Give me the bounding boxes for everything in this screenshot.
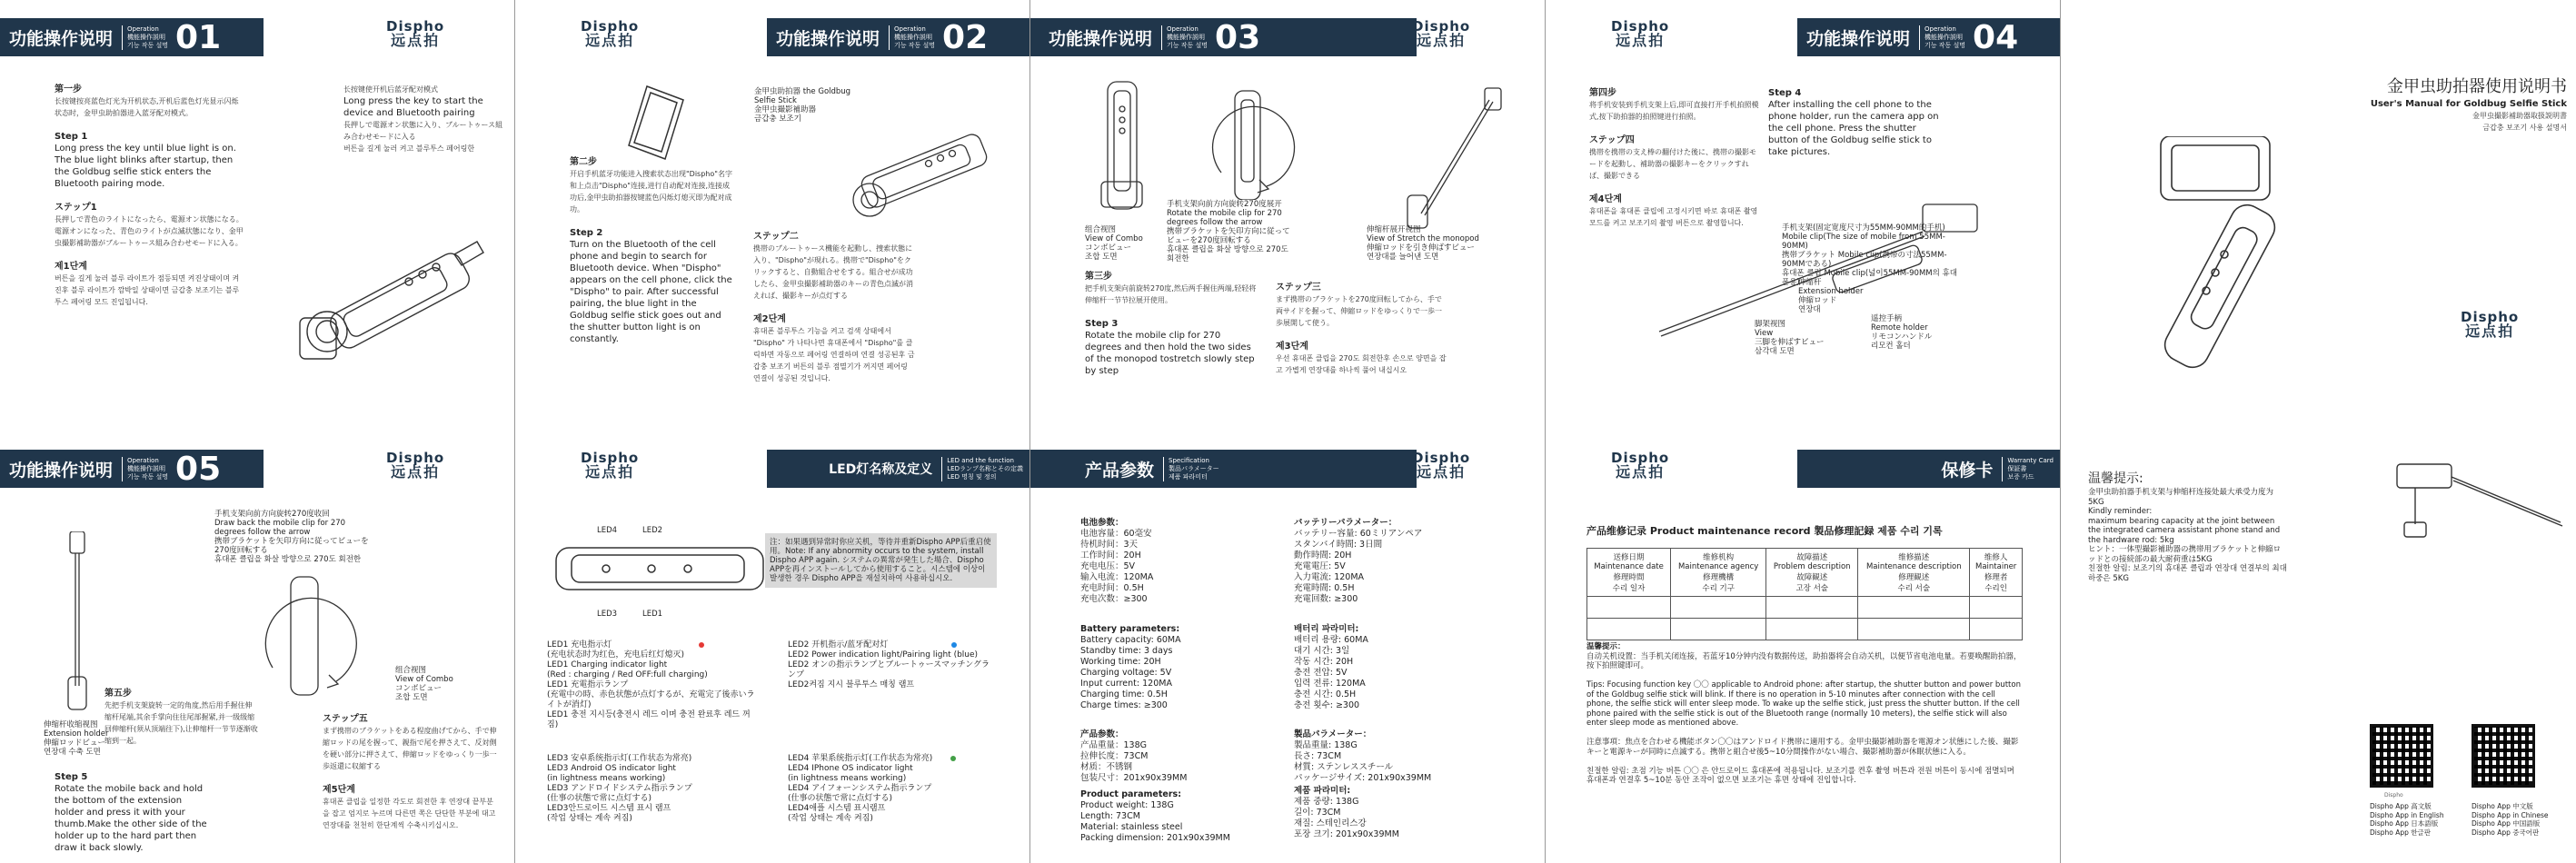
maintenance-record-table [1586, 548, 2023, 640]
step-2-text: 第二步 开启手机蓝牙功能进入搜索状态出现"Dispho"名字和上点击"Dispho"连接,进行自动配对连接,连接成功后,金甲虫助拍器按键蓝色闪烁灯熄灭即为配对成功。 Step 2 Turn on the Bluetooth of the cell phone and begin to search for Bluetooth device. When "Dispho" appears on the cell phone, click the "Dispho" to pair. After successful pairing, the blue light in the Goldbug selfie stick goes out and the shutter button light is on constantly. [570, 157, 732, 344]
rotate-back-illustration [236, 568, 382, 704]
qr-code-chinese[interactable] [2472, 724, 2535, 788]
page-number: 05 [175, 450, 222, 488]
extension-caption: 伸缩杆收缩视图 Extension holder 伸縮ロッドビュー 연장대 수축 도면 [44, 720, 109, 757]
selfie-stick-illustration [842, 109, 1006, 227]
section-header [0, 18, 264, 56]
section-header: 保修卡 Warranty Card 保証書 보증 카드 [1797, 450, 2061, 488]
page-number: 04 [1973, 18, 2019, 56]
brand-logo: Dispho 远点拍 [1412, 450, 1471, 481]
panel-06-led [515, 432, 1030, 863]
panel-02 [515, 0, 1030, 432]
product-params-cn: 产品参数： 产品重量：138G 拉伸长度：73CM 材质：不锈钢 包装尺寸：201x90x39MM [1080, 729, 1188, 783]
panel-05 [0, 432, 515, 863]
brand-logo: Dispho 远点拍 [581, 450, 640, 481]
table-header-cell: 维修人 Maintainer 修理者 수리인 [1970, 549, 2023, 597]
section-header: 功能操作说明 Operation 機能操作説明 기능 작동 설명 03 [1030, 18, 1417, 56]
step-4-text-en: Step 4 After installing the cell phone to the phone holder, run the camera app on the cell phone. Press the shutter button of the Goldbug selfie stick to take pictures. [1768, 88, 1939, 157]
goldbug-label: 金甲虫助拍器 the Goldbug Selfie Stick 金甲虫撮影補助器 금갑충 보조기 [754, 87, 851, 124]
table-header-cell: 维修描述 Maintenance description 修理観述 수리 서술 [1858, 549, 1970, 597]
section-header: 功能操作说明 Operation 機能操作説明 기능 작동 설명 02 [767, 18, 1030, 56]
step-2-text-jp-kr: ステップ二 携帯のブルートゥース機能を起動し、捜索状態に入り、"Dispho"が現れる。携帯で"Dispho"をクリックすると、自動組合せをする。組合せが成功したら、金甲虫撮影補助器のキーの青色点滅が消えれば、撮影キーが点灯する 제2단계 휴대폰 블루투스 기능을 켜고 검색 상태에서 "Dispho" 가 나타나면 휴대폰에서 "Dispho"를 클릭하면 자동으로 페어링 연결하며 연결 성공된후 금갑충 보조기 버튼의 블루 점멸기가 꺼지면 페어링 연결이 성공된 것입니다. [753, 232, 915, 382]
step-5-text-jp-kr: ステップ五 まず携帯のブラケットをある程度曲げてから、手で伸縮ロッドの尾を握って、親指で尾を押さえて、反対側を硬い部分に押さえて、伸縮ロッドをゆっくり一歩一歩返還に収縮する 제5단계 휴대폰 클립을 일정한 각도로 회전한 후 연장대 끝부분을 잡고 엄지로 누르며 다른면 쪽은 단단한 부분에 대고 연장대를 천천히 한단계씩 수축시키십시오. [323, 714, 497, 829]
cover-title: 金甲虫助拍器使用说明书 User's Manual for Goldbug Selfie Stick 金甲虫撮影補助器取扱説明書 금갑충 보조기 사용 설명서 [2370, 77, 2567, 132]
table-row [1587, 619, 2023, 640]
table-header-cell: 故障描述 Problem description 故障観述 고장 서술 [1766, 549, 1858, 597]
product-params-en: Product parameters: Product weight: 138G Length: 73CM Material: stainless steel Packing dimension: 201x90x39MM [1080, 789, 1230, 843]
section-header: 功能操作说明 Operation 機能操作説明 기능 작동 설명 04 [1797, 18, 2061, 56]
panel-01 [0, 0, 515, 432]
section-header: LED灯名称及定义 LED and the function LEDランプ名称とその定義 LED 명칭 및 정의 [767, 450, 1030, 488]
table-header-cell: 送修日期 Maintenance date 修理時間 수리 일자 [1587, 549, 1671, 597]
panel-07-specs [1030, 432, 1546, 863]
selfie-stick-illustration [273, 182, 500, 382]
brand-logo: Dispho 远点拍 [1412, 18, 1471, 49]
combo-view-illustration [1085, 73, 1167, 218]
qr-brand-label: Dispho [2384, 792, 2403, 799]
led2-description: LED2 开机指示/蓝牙配对灯 LED2 Power indication light/Pairing light (blue) LED2 オンの指示ランプとブルートゥースマッチングランプ LED2켜짐 지시 블루투스 매칭 램프 [788, 640, 990, 689]
remote-caption: 遥控手柄 Remote holder リモコンハンドル 리모컨 홀더 [1871, 314, 1933, 351]
extension-caption: 伸缩杆 Extension holder 伸縮ロッド 연장대 [1798, 278, 1864, 314]
combo-view-caption: 组合视图 View of Combo コンボビュー 조합 도면 [1085, 225, 1143, 262]
step-1-text: 第一步 长按键按亮蓝色灯光为开机状态,开机后蓝色灯光显示闪烁状态时，金甲虫助拍器进入蓝牙配对模式。 Step 1 Long press the key until blue light is on. The blue light blinks after startup, then the Goldbug selfie stick enters the Bluetooth pairing mode. ステップ1 長押しで青色のライトになったら、電源オン状態になる。電源オンになった、青色のライトが点滅状態になり、金甲虫撮影補助器がブルートゥース組み合わせモードに入る。 제1단계 버튼을 길게 눌러 블루 라이트가 점등되면 켜진상태이며 켜진후 블루 라이트가 깜박일 상태이면 금갑충 보조기는 블루투스 페어링 모드 진입됩니다. [55, 84, 244, 306]
led2-label: LED2 [642, 526, 663, 535]
page-number: 01 [175, 18, 222, 56]
led-device-illustration [552, 539, 770, 602]
step-3-text: 第三步 把手机支架向前旋转270度,然后两手握住两端,轻轻将伸缩杆一节节拉展开使用。 Step 3 Rotate the mobile clip for 270 degrees and then hold the two sides of the monopod tostretch slowly step by step [1085, 272, 1257, 376]
brand-logo: Dispho 远点拍 [386, 450, 445, 481]
table-row [1587, 549, 2023, 597]
header-title: 功能操作说明 [9, 28, 114, 49]
step-3-text-jp-kr: ステップ三 まず携帯のブラケットを270度回転してから、手で両サイドを握って、伸縮ロッドをゆっくりで一歩一歩展開して使う。 제3단계 우선 휴대폰 클립을 270도 회전한후 손으로 양면을 잡고 가볍게 연장대를 하나씩 풀어 내십시오 [1276, 283, 1447, 374]
header-subtitle: Operation 機能操作説明 기능 작동 설명 [122, 25, 168, 50]
product-params-kr: 제품 파라미터: 제품 중량: 138G 길이: 73CM 재질: 스테인리스강 포장 크기: 201x90x39MM [1294, 786, 1399, 839]
rotate-caption: 手机支架向前方向旋转270度展开 Rotate the mobile clip for 270 degrees follow the arrow 携帯ブラケットを矢印方向に従ってビューを270度回転する 휴대폰 클립을 화살 방향으로 270도 회전한 [1167, 200, 1290, 263]
brand-logo: Dispho 远点拍 [1611, 18, 1670, 49]
note-box: 注：如果遇到异常时你应关机，等待并重新Dispho APP后重启使用。Note: If any abnormity occurs to the system, install Dispho APP again. システムの異常が発生した場合、Dispho APPを再インストールしてから使用すること。시스템에 이상이 발생한 경우 Dispho APP을 재설치하여 사용하십시오. [765, 533, 997, 588]
section-header: 功能操作说明 Operation 機能操作説明 기능 작동 설명 05 [0, 450, 264, 488]
step-4-text: 第四步 将手机安装到手机支架上后,即可直接打开手机拍照模式,按下助拍器的拍照键进行拍照。 ステップ四 携帯を携帯の支え棒の翻付けた後に、携帯の撮影モードを起動し、補助器の撮影キーをクリックすれば、撮影できる 제4단계 휴대폰을 휴대폰 클립에 고정시키면 바로 휴대폰 촬영 모드를 켜고 보조기의 촬영 버튼으로 촬영합니다. [1589, 88, 1759, 227]
cover-panel [2061, 0, 2576, 432]
led3-description: LED3 安卓系统指示灯(工作状态为常亮) LED3 Android OS indicator light (in lightness means working) LED3 アンドロイドシステム指示ランプ (仕事の状態で常に点灯する) LED3안드로이드 시스템 표시 램프 (작업 상태는 계속 켜짐) [547, 754, 692, 823]
mobile-clip-caption: 手机支架(固定宽度尺寸为55MM-90MM的手机) Mobile clip(The size of mobile from 55MM-90MM) 携帯ブラケット Mobile clip(携帯の寸法55MM-90MMである) 휴대폰 클립 Mobile clip(넓이55MM-90MM의 휴대폰용) [1782, 223, 1957, 287]
battery-params-en: Battery parameters: Battery capacity: 60MA Standby time: 3 days Working time: 20H Charging voltage: 5V Input current: 120MA Charging time: 0.5H Charge times: ≥300 [1080, 624, 1181, 710]
record-title: 产品维修记录 Product maintenance record 製品修理記録 제품 수리 기록 [1586, 525, 1943, 537]
product-params-jp: 製品パラメーター： 製品重量: 138G 長さ: 73CM 材質: ステンレススチール パッケージサイズ: 201x90x39MM [1294, 729, 1432, 783]
brand-logo: Dispho 远点拍 [386, 18, 445, 49]
led1-description: LED1 充电指示灯 (充电状态时为红色，充电后红灯熄灭) LED1 Charging indicator light (Red : charging / Red OFF:full charging) LED1 充電指示ランプ (充電中の時、赤色状態が点灯するが、充電完了後赤いライトが消灯) LED1 충전 지시등(충전시 레드 이며 충전 완료후 레드 꺼짐) [547, 640, 755, 729]
phone-illustration [620, 82, 692, 164]
load-reminder-illustration [2288, 459, 2570, 541]
stretched-monopod-illustration [1403, 86, 1512, 232]
battery-params-jp: バッテリーパラメーター： バッテリー容量: 60ミリアンペア スタンバイ時間: 3日間 動作時間: 20H 充電電圧: 5V 入力電流: 120MA 充電時間: 0.5H 充電回数: ≥300 [1294, 518, 1423, 604]
app-labels-left: Dispho App 高文版 Dispho App in English Dispho App 日本語版 Dispho App 한글판 [2370, 802, 2444, 837]
tripod-caption: 脚架视图 View 三脚を伸ばすビュー 삼각대 도면 [1755, 320, 1825, 356]
led3-label: LED3 [597, 610, 618, 619]
reminder-text: 温馨提示: 金甲虫助拍器手机支架与伸缩杆连接处最大承受力度为5KG Kindly reminder: maximum bearing capacity at the joint between the integrated camera assistant phone stand and the hardware rod: 5kg ヒント：一体型撮影補助器の携帯用ブラケットと伸縮ロッドとの接続部の最大耐荷重は5KG 친절한 알림: 보조기의 휴대폰 클립과 연장대 연결부의 최대 하중은 5KG [2088, 471, 2287, 583]
battery-params-cn: 电池参数： 电池容量：60毫安 待机时间：3天 工作时间：20H 充电电压：5V 输入电流：120MA 充电时间：0.5H 充电次数：≥300 [1080, 518, 1154, 604]
rotate-clip-illustration [1185, 82, 1321, 200]
brand-logo: Dispho 远点拍 [581, 18, 640, 49]
panel-09-reminder [2061, 432, 2576, 863]
stretch-caption: 伸缩杆展开视图 View of Stretch the monopod 伸縮ロッドを引き伸ばすビュー 연장대를 늘어낸 도면 [1367, 225, 1479, 262]
blue-dot-icon [951, 642, 957, 648]
tips-text: 温馨提示： 自动关机设置：当手机关闭连接，若蓝牙10分钟内没有数据传送，助拍器将会自动关机，以便节省电池电量。若要唤醒助拍器，按下拍照键即可。 Tips: Focusing function key 〇〇 applicable to Android phone: after startup, the shutter button and power button of the Goldbug selfie stick will blink. If there is no operation in 5-10 minutes after connection with the cell phone, the selfie stick will enter sleep mode. To wake up the selfie stick, just press the shutter button. If the cell phone paired with the selfie stick is out of the Bluetooth range (normally 10 meters), the selfie stick will also enter sleep mode as mentioned above. 注意事項：焦点を合わせる機能ボタン〇〇はアンドロイド携帯に適用する。金甲虫撮影補助器を電源オン状態にした後、撮影キーと電源キーが同時に点滅する。携帯と組合せ後5~10分間操作がない場合、撮影補助器が休眠状態に入る。 친절한 알림: 초점 기능 버튼 〇〇 은 안드로이드 휴대폰에 적용됩니다. 보조기를 켠후 촬영 버튼과 전원 버튼이 동시에 점멸되며 휴대폰과 연결후 5~10분 동안 조작이 없으면 보조기는 휴면 상태에 진입합니다. [1586, 642, 2022, 785]
green-dot-icon [950, 756, 956, 761]
step-5-text-cn: 第五步 先把手机支架旋转一定的角度,然后用手握住伸缩杆尾端,其余手掌向住往尾部握紧,并一级级缩回伸缩杆(须从顶端往下),让伸缩杆一节节逐渐收缩到一起。 [104, 689, 258, 745]
red-dot-icon [699, 642, 704, 648]
table-row [1587, 597, 2023, 619]
page-number: 03 [1215, 18, 1261, 56]
panel-08-warranty [1546, 432, 2061, 863]
qr-code-english[interactable] [2370, 724, 2433, 788]
table-header-cell: 维修机构 Maintenance agency 修理機構 수리 기구 [1671, 549, 1766, 597]
panel-03 [1030, 0, 1546, 432]
led1-label: LED1 [642, 610, 663, 619]
step-5-text-en: Step 5 Rotate the mobile back and hold the bottom of the extension holder and press it with your thumb.Make the other side of the holder up to the hard part then draw it back slowly. [55, 772, 207, 853]
extended-stick-illustration [1650, 186, 1995, 341]
led4-description: LED4 苹果系统指示灯(工作状态为常亮) LED4 IPhone OS indicator light (in lightness means working) LED4 アイフォーンシステム指示ランプ (仕事の状態で常に点灯する) LED4애플 시스템 표시램프 (작업 상태는 계속 켜짐) [788, 754, 997, 824]
brand-logo: Dispho 远点拍 [2461, 309, 2520, 340]
section-header: 产品参数 Specification 製品パラメーター 제품 파라미터 [1030, 450, 1417, 488]
battery-params-kr: 배터리 파라미터: 배터리 용량: 60MA 대기 시간: 3일 작동 시간: 20H 충전 전압: 5V 입력 전류: 120MA 충전 시간: 0.5H 충전 횟수: ≥300 [1294, 624, 1368, 710]
led4-label: LED4 [597, 526, 618, 535]
power-pairing-caption: 长按键使开机后蓝牙配对模式 Long press the key to start the device and Bluetooth pairing 長押しで電源オン状態に入り、ブルートゥース組み合わせモードに入る 버튼을 길게 눌러 켜고 블루투스 페어링한 [343, 85, 503, 153]
product-illustration [2124, 136, 2342, 372]
brand-logo: Dispho 远点拍 [1611, 450, 1670, 481]
page-number: 02 [942, 18, 989, 56]
panel-04 [1546, 0, 2061, 432]
combo-view-caption: 组合视图 View of Combo コンボビュー 조합 도면 [395, 666, 453, 702]
draw-back-caption: 手机支架向前方向旋转270度收回 Draw back the mobile clip for 270 degrees follow the arrow 携帯ブラケットを矢印方向に従ってビューを270度回転する 휴대폰 클립을 화살 방향으로 270도 회전한 [214, 510, 369, 564]
app-labels-right: Dispho App 中文版 Dispho App in Chinese Dispho App 中国語版 Dispho App 중국어판 [2472, 802, 2549, 837]
extension-holder-illustration [59, 531, 95, 713]
